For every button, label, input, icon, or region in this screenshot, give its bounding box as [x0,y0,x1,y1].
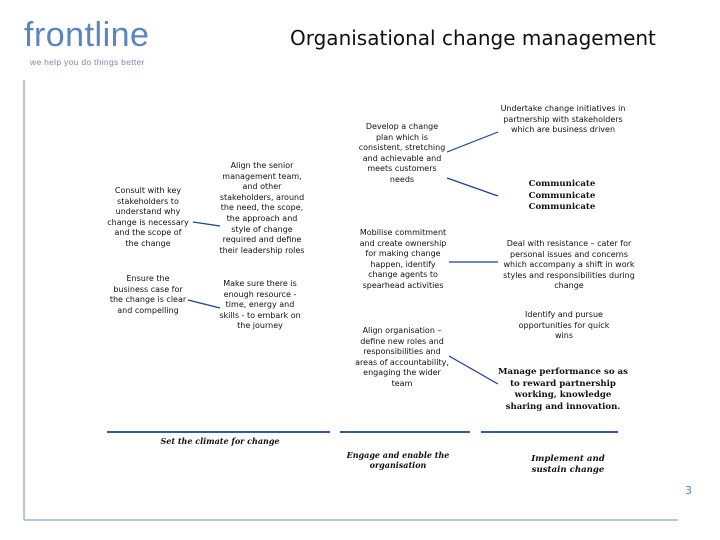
make-sure-resource-text: Make sure there is enough resource - time, energy and skills - to embark on the journey [219,279,301,331]
ensure-business-case-text: Ensure the business case for the change is clear and compelling [109,274,187,315]
manage-performance-text: Manage performance so as to reward partnership working, knowledge sharing and innovation. [498,367,628,412]
page-number: 3 [685,484,692,497]
frontline-logo: frontline [24,16,150,54]
identify-quick-wins-text: Identify and pursue opportunities for quick wins [518,310,610,341]
undertake-initiatives-text: Undertake change initiatives in partnership with stakeholders which are business driven [500,104,626,135]
connector-develop-undertake [447,132,498,152]
consult-stakeholders-text: Consult with key stakeholders to understand why change is necessary and the scope of the change [107,186,189,248]
communicate-line-2: Communicate [528,190,596,201]
develop-change-plan-text: Develop a change plan which is consistent, stretching and achievable and meets customers needs [358,122,446,184]
align-senior-management-text: Align the senior management team, and other stakeholders, around the need, the scope, the approach and style of change required and define their leadership roles [219,161,305,255]
communicate-line-1: Communicate [528,179,596,189]
deal-with-resistance-text: Deal with resistance – cater for personal issues and concerns which accompany a shift in work styles and responsibilities during change [503,239,635,291]
communicate-group [500,179,624,214]
logo-tagline: we help you do things better [30,57,145,67]
connector-develop-communicate [447,178,498,196]
phase-label-engage: Engage and enable the organisation [346,450,450,470]
connector-alignorg-manage [449,356,498,384]
connector-ensure-makesure [188,300,220,308]
mobilise-commitment-text: Mobilise commitment and create ownership for making change happen, identify change agents to spearhead activities [359,228,447,290]
connector-consult-align [193,222,220,226]
communicate-line-3: Communicate [528,202,596,212]
align-organisation-text: Align organisation – define new roles and responsibilities and areas of accountability, engaging the wider team [355,326,449,388]
page-title: Organisational change management [290,26,656,50]
phase-label-implement: Implement and sustain change [531,454,605,475]
phase-label-set-climate: Set the climate for change [160,436,280,446]
